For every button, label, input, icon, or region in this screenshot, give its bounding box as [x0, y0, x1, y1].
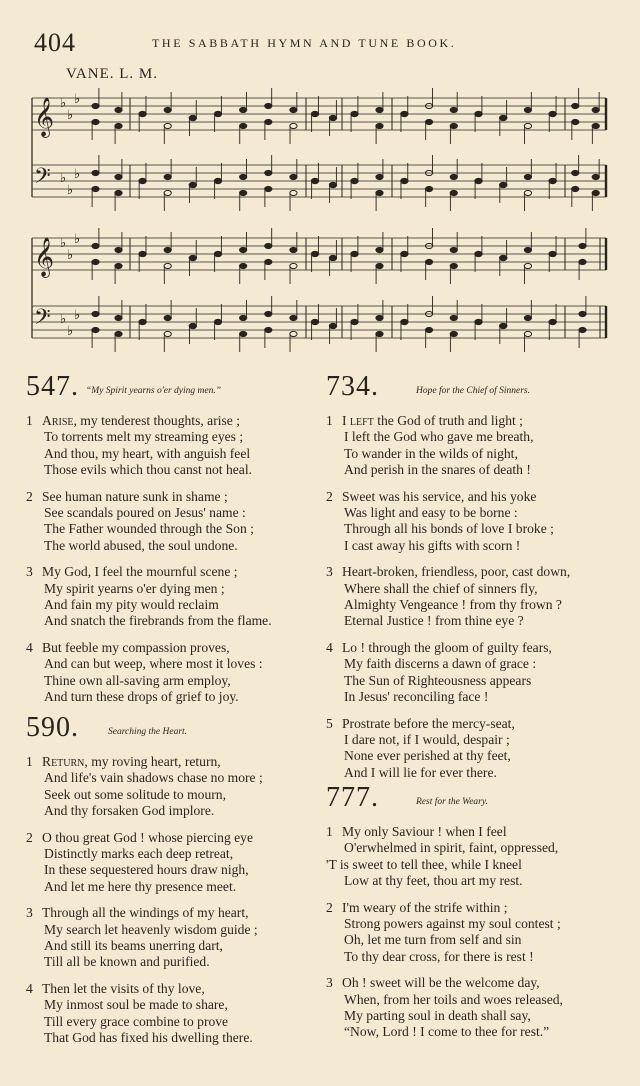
note-head [240, 174, 247, 179]
stanza-line: Through all his bonds of love I broke ; [344, 521, 554, 537]
flat-sign-icon: ♭ [74, 167, 81, 182]
stanza-line: Return, my roving heart, return, [42, 754, 221, 769]
stanza-line: And thou, my heart, with anguish feel [44, 445, 251, 461]
stanza-line: I cast away his gifts with scorn ! [344, 537, 521, 553]
note-head [240, 331, 247, 336]
note-head [115, 263, 122, 268]
note-head [290, 123, 297, 128]
stanza-number: 3 [26, 905, 33, 921]
note-head [92, 119, 99, 124]
stanza [26, 564, 316, 630]
flat-sign-icon: ♭ [74, 92, 81, 107]
note-head [115, 247, 122, 252]
hymn-number: 777. [326, 782, 379, 813]
note-head [572, 103, 579, 108]
stanza-line: And still its beams unerring dart, [44, 938, 223, 954]
stanza-line: That God has fixed his dwelling there. [44, 1030, 253, 1046]
stanza [326, 489, 626, 555]
note-head [376, 174, 383, 179]
stanza-line: And thy forsaken God implore. [44, 803, 215, 819]
stanza-line: Heart-broken, friendless, poor, cast down, [342, 564, 571, 580]
flat-sign-icon: ♭ [67, 248, 74, 263]
note-head [139, 178, 146, 183]
note-head [376, 315, 383, 320]
stanza-number: 3 [326, 564, 333, 580]
stanza-line: None ever perished at thy feet, [344, 748, 511, 764]
note-head [290, 315, 297, 320]
page-number: 404 [34, 28, 76, 57]
note-head [265, 170, 272, 175]
flat-sign-icon: ♭ [60, 236, 67, 251]
note-head [164, 174, 171, 179]
note-head [450, 190, 457, 195]
stanza-number: 5 [326, 715, 333, 731]
stanza-line: See human nature sunk in shame ; [42, 488, 228, 504]
flat-sign-icon: ♭ [74, 232, 81, 247]
stanza-number: 4 [326, 639, 333, 655]
note-head [115, 190, 122, 195]
stanza-line: In these sequestered hours draw nigh, [44, 862, 249, 878]
note-head [139, 251, 146, 256]
note-head [164, 315, 171, 320]
stanza-line: O thou great God ! whose piercing eye [42, 829, 254, 845]
stanza-line: Those evils which thou canst not heal. [44, 462, 253, 478]
note-head [524, 174, 531, 179]
note-head [290, 331, 297, 336]
stanza-number: 1 [26, 413, 33, 428]
note-head [351, 319, 358, 324]
bass-clef-icon: 𝄢 [34, 164, 51, 194]
note-head [311, 178, 318, 183]
stanza-line: I'm weary of the strife within ; [342, 899, 508, 915]
hymn-number: 590. [26, 712, 79, 743]
note-head [592, 123, 599, 128]
stanza-line: I left the God of truth and light ; [342, 413, 523, 428]
note-head [572, 170, 579, 175]
bass-clef-icon: 𝄢 [34, 305, 51, 335]
note-head [475, 178, 482, 183]
note-head [351, 111, 358, 116]
flat-sign-icon: ♭ [60, 96, 67, 111]
stanza-line: I left the God who gave me breath, [344, 429, 534, 445]
note-head [115, 107, 122, 112]
note-head [592, 174, 599, 179]
hymn-subtitle: “My Spirit yearns o'er dying men.” [86, 386, 222, 396]
stanza-line: And let me here thy presence meet. [44, 878, 237, 894]
stanza-line: See scandals poured on Jesus' name : [44, 505, 246, 521]
flat-sign-icon: ♭ [60, 312, 67, 327]
stanza [326, 824, 626, 890]
stanza-line: Low at thy feet, thou art my rest. [344, 873, 523, 889]
first-word: I left [342, 413, 374, 428]
note-head [290, 263, 297, 268]
stanza-line: Was light and easy to be borne : [344, 505, 518, 521]
note-head [265, 311, 272, 316]
note-head [524, 315, 531, 320]
stanza-number: 2 [26, 829, 33, 845]
note-head [450, 107, 457, 112]
tune-name: VANE. [66, 66, 115, 82]
note-head [592, 190, 599, 195]
note-head [524, 190, 531, 195]
stanza-line: Till every grace combine to prove [44, 1013, 229, 1029]
note-head [115, 123, 122, 128]
note-head [549, 111, 556, 116]
stanza-line: And life's vain shadows chase no more ; [44, 770, 263, 786]
note-head [240, 247, 247, 252]
note-head [524, 331, 531, 336]
note-head [376, 190, 383, 195]
stanza-line: My inmost soul be made to share, [44, 997, 228, 1013]
note-head [290, 174, 297, 179]
note-head [265, 243, 272, 248]
stanza-number: 4 [26, 639, 33, 655]
note-head [214, 319, 221, 324]
stanza-line: Distinctly marks each deep retreat, [44, 846, 234, 862]
stanza-line: The world abused, the soul undone. [44, 537, 238, 553]
stanza-number: 1 [326, 413, 333, 428]
hymn-777 [326, 782, 626, 1041]
tune-meter: L. M. [119, 66, 158, 82]
stanza-line: Eternal Justice ! from thine eye ? [344, 613, 524, 629]
note-head [500, 115, 507, 120]
note-head [376, 247, 383, 252]
note-head [450, 315, 457, 320]
note-head [164, 107, 171, 112]
stanza-line: Prostrate before the mercy-seat, [342, 715, 515, 731]
stanza-line: And fain my pity would reclaim [44, 597, 219, 613]
note-head [376, 263, 383, 268]
note-head [425, 186, 432, 191]
stanza [326, 900, 626, 966]
stanza-line: Sweet was his service, and his yoke [342, 488, 537, 504]
stanza-line: But feeble my compassion proves, [42, 639, 230, 655]
note-head [475, 319, 482, 324]
stanza-line: And I will lie for ever there. [344, 764, 497, 780]
stanza-line: Through all the windings of my heart, [42, 905, 249, 921]
music-score [0, 0, 640, 372]
stanza [326, 640, 626, 706]
hymn-number: 547. [26, 371, 79, 402]
note-head [549, 178, 556, 183]
stanza-line: “Now, Lord ! I come to thee for rest.” [344, 1024, 550, 1040]
first-word: Return, [42, 754, 88, 769]
stanza-line: The Father wounded through the Son ; [44, 521, 254, 537]
note-head [450, 174, 457, 179]
stanza [26, 489, 316, 555]
stanza-line: When, from her toils and woes released, [344, 991, 563, 1007]
note-head [450, 123, 457, 128]
note-head [189, 255, 196, 260]
note-head [189, 323, 196, 328]
hymn-547 [26, 371, 316, 706]
first-word: Arise, [42, 413, 77, 428]
note-head [351, 178, 358, 183]
hymn-number: 734. [326, 371, 379, 402]
stanza-number: 1 [326, 824, 333, 839]
stanza-line: Then let the visits of thy love, [42, 980, 205, 996]
note-head [376, 123, 383, 128]
note-head [290, 190, 297, 195]
stanza-line: And can but weep, where most it loves : [44, 656, 263, 672]
note-head [329, 182, 336, 187]
note-head [240, 315, 247, 320]
note-head [92, 311, 99, 316]
note-head [376, 331, 383, 336]
stanza [326, 413, 626, 479]
note-head [579, 327, 586, 332]
note-head [189, 182, 196, 187]
stanza-line: Where shall the chief of sinners fly, [344, 580, 538, 596]
stanza-line: O'erwhelmed in spirit, faint, oppressed, [344, 840, 559, 856]
note-head [189, 115, 196, 120]
note-head [92, 103, 99, 108]
stanza-line: My spirit yearns o'er dying men ; [44, 580, 225, 596]
stanza-line: And perish in the snares of death ! [344, 462, 531, 478]
stanza-line: Arise, my tenderest thoughts, arise ; [42, 413, 240, 428]
stanza [26, 413, 316, 479]
note-head [572, 119, 579, 124]
stanza [26, 754, 316, 820]
note-head [311, 111, 318, 116]
note-head [164, 247, 171, 252]
stanza-line: My faith discerns a dawn of grace : [344, 656, 537, 672]
note-head [164, 190, 171, 195]
note-head [500, 255, 507, 260]
note-head [475, 251, 482, 256]
stanza-line: Lo ! through the gloom of guilty fears, [342, 639, 552, 655]
note-head [425, 119, 432, 124]
hymn-734 [326, 371, 626, 781]
stanza-line: Almighty Vengeance ! from thy frown ? [344, 597, 562, 613]
note-head [290, 247, 297, 252]
note-head [139, 111, 146, 116]
note-head [524, 263, 531, 268]
note-head [425, 327, 432, 332]
stanza [26, 640, 316, 706]
note-head [139, 319, 146, 324]
note-head [265, 327, 272, 332]
stanza-line: Oh ! sweet will be the welcome day, [342, 975, 540, 991]
stanza [326, 716, 626, 782]
running-title: THE SABBATH HYMN AND TUNE BOOK. [152, 36, 457, 50]
note-head [425, 259, 432, 264]
stanza-line: And turn these drops of grief to joy. [44, 689, 239, 705]
note-head [265, 186, 272, 191]
note-head [579, 259, 586, 264]
stanza-line: To thy dear cross, for there is rest ! [344, 948, 534, 964]
note-head [524, 107, 531, 112]
note-head [265, 259, 272, 264]
note-head [329, 323, 336, 328]
note-head [92, 170, 99, 175]
stanza-number: 2 [26, 488, 33, 504]
stanza-line: To torrents melt my streaming eyes ; [44, 429, 244, 445]
flat-sign-icon: ♭ [67, 183, 74, 198]
stanza-line: My search let heavenly wisdom guide ; [44, 921, 258, 937]
stanza-number: 3 [326, 975, 333, 991]
stanza [26, 981, 316, 1047]
note-head [240, 263, 247, 268]
note-head [240, 107, 247, 112]
note-head [549, 319, 556, 324]
note-head [214, 251, 221, 256]
note-head [240, 190, 247, 195]
note-head [92, 259, 99, 264]
stanza-line: My God, I feel the mournful scene ; [42, 564, 238, 580]
note-head [214, 111, 221, 116]
stanza-line: My parting soul in death shall say, [344, 1008, 531, 1024]
note-head [579, 243, 586, 248]
note-head [164, 123, 171, 128]
note-head [214, 178, 221, 183]
note-head [240, 123, 247, 128]
stanza-line: I dare not, if I would, despair ; [344, 731, 510, 747]
note-head [115, 331, 122, 336]
note-head [450, 331, 457, 336]
stanza-line: To wander in the wilds of night, [344, 445, 518, 461]
note-head [549, 251, 556, 256]
stanza-number: 3 [26, 564, 33, 580]
stanza-line: Till all be known and purified. [44, 954, 210, 970]
note-head [500, 323, 507, 328]
stanza-line: 'T is sweet to tell thee, while I kneel [326, 856, 522, 872]
note-head [311, 251, 318, 256]
stanza-line: The Sun of Righteousness appears [344, 672, 532, 688]
stanza-line: Seek out some solitude to mourn, [44, 786, 226, 802]
stanza [326, 975, 626, 1041]
treble-clef-icon: 𝄞 [34, 237, 55, 277]
stanza [26, 905, 316, 971]
stanza-number: 2 [326, 899, 333, 915]
note-head [376, 107, 383, 112]
flat-sign-icon: ♭ [67, 324, 74, 339]
stanza-number: 2 [326, 488, 333, 504]
note-head [351, 251, 358, 256]
hymn-subtitle: Rest for the Weary. [416, 797, 488, 807]
note-head [450, 247, 457, 252]
stanza-line: Thine own all-saving arm employ, [44, 672, 231, 688]
note-head [115, 315, 122, 320]
note-head [329, 255, 336, 260]
note-head [290, 107, 297, 112]
note-head [450, 263, 457, 268]
note-head [311, 319, 318, 324]
stanza-line: Strong powers against my soul contest ; [344, 916, 561, 932]
flat-sign-icon: ♭ [67, 108, 74, 123]
stanza-line: Oh, let me turn from self and sin [344, 932, 522, 948]
note-head [524, 247, 531, 252]
stanza-line: And snatch the firebrands from the flame. [44, 613, 272, 629]
note-head [115, 174, 122, 179]
note-head [500, 182, 507, 187]
note-head [579, 311, 586, 316]
stanza [26, 830, 316, 896]
hymn-subtitle: Hope for the Chief of Sinners. [416, 386, 530, 396]
note-head [329, 115, 336, 120]
note-head [572, 186, 579, 191]
hymn-590 [26, 712, 316, 1047]
stanza-number: 4 [26, 980, 33, 996]
flat-sign-icon: ♭ [74, 308, 81, 323]
stanza-number: 1 [26, 754, 33, 769]
note-head [92, 243, 99, 248]
stanza-line: In Jesus' reconciling face ! [344, 689, 489, 705]
stanza [326, 564, 626, 630]
note-head [164, 263, 171, 268]
note-head [265, 119, 272, 124]
note-head [265, 103, 272, 108]
note-head [92, 186, 99, 191]
hymn-subtitle: Searching the Heart. [108, 727, 188, 737]
stanza-line: My only Saviour ! when I feel [342, 824, 507, 839]
note-head [164, 331, 171, 336]
note-head [475, 111, 482, 116]
note-head [92, 327, 99, 332]
note-head [524, 123, 531, 128]
treble-clef-icon: 𝄞 [34, 97, 55, 137]
note-head [592, 107, 599, 112]
flat-sign-icon: ♭ [60, 171, 67, 186]
